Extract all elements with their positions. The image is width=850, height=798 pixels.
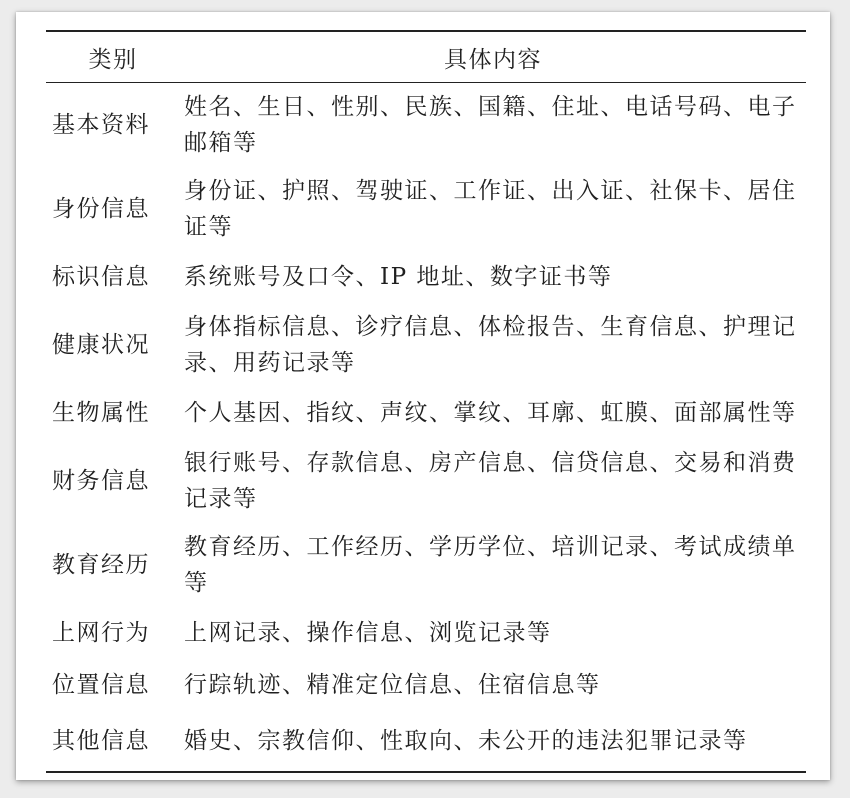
row-category: 标识信息 xyxy=(52,264,150,290)
row-category: 基本资料 xyxy=(52,112,150,138)
table-header-row xyxy=(46,31,806,83)
table-row xyxy=(46,659,806,711)
row-category: 财务信息 xyxy=(52,468,150,494)
table-row xyxy=(46,387,806,439)
row-content: 行踪轨迹、精准定位信息、住宿信息等 xyxy=(184,672,601,698)
personal-info-table xyxy=(46,30,806,773)
table-row xyxy=(46,303,806,387)
row-content: 姓名、生日、性别、民族、国籍、住址、电话号码、电子邮箱等 xyxy=(184,94,797,156)
row-content: 银行账号、存款信息、房产信息、信贷信息、交易和消费记录等 xyxy=(184,450,797,512)
table-row xyxy=(46,83,806,168)
row-category: 身份信息 xyxy=(52,196,150,222)
row-content: 婚史、宗教信仰、性取向、未公开的违法犯罪记录等 xyxy=(184,728,748,754)
row-category: 位置信息 xyxy=(52,672,150,698)
row-content: 教育经历、工作经历、学历学位、培训记录、考试成绩单等 xyxy=(184,534,797,596)
row-category: 其他信息 xyxy=(52,728,150,754)
row-content: 系统账号及口令、IP 地址、数字证书等 xyxy=(184,264,613,290)
table-row xyxy=(46,523,806,607)
row-category: 生物属性 xyxy=(52,400,150,426)
table-row xyxy=(46,439,806,523)
header-category: 类别 xyxy=(88,46,138,73)
row-content: 个人基因、指纹、声纹、掌纹、耳廓、虹膜、面部属性等 xyxy=(184,400,797,426)
row-content: 身体指标信息、诊疗信息、体检报告、生育信息、护理记录、用药记录等 xyxy=(184,314,797,376)
row-content: 身份证、护照、驾驶证、工作证、出入证、社保卡、居住证等 xyxy=(184,178,797,240)
table-row xyxy=(46,167,806,251)
row-category: 教育经历 xyxy=(52,552,150,578)
row-category: 健康状况 xyxy=(52,332,150,358)
table-row xyxy=(46,711,806,772)
row-category: 上网行为 xyxy=(52,620,150,646)
document-card xyxy=(16,12,830,780)
table-row xyxy=(46,607,806,659)
table-row xyxy=(46,251,806,303)
header-content: 具体内容 xyxy=(444,46,542,73)
row-content: 上网记录、操作信息、浏览记录等 xyxy=(184,620,552,646)
